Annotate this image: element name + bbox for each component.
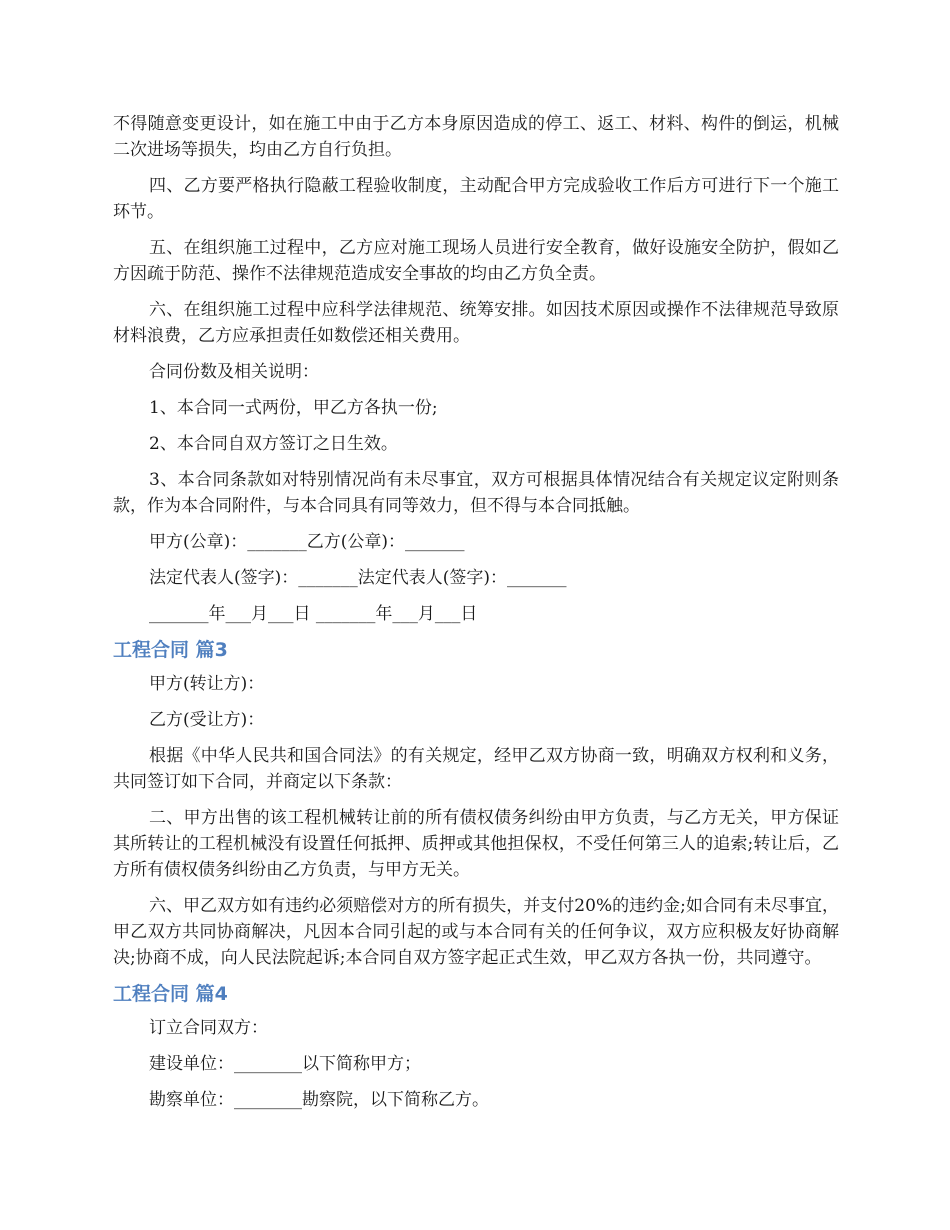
contract-parties-line: 订立合同双方： [149,1018,268,1038]
paragraph-note-2: 2、本合同自双方签订之日生效。 [149,434,398,454]
signature-date-line: _______年___月___日 _______年___月___日 [149,604,478,624]
paragraph-continued: 不得随意变更设计，如在施工中由于乙方本身原因造成的停工、返工、材料、构件的倒运，机械二次进场等损失，均由乙方自行负担。 [113,114,839,160]
signature-representative-line: 法定代表人(签字)：_______法定代表人(签字)：_______ [149,568,567,588]
paragraph-clause-6: 六、在组织施工过程中应科学法律规范、统筹安排。如因技术原因或操作不法律规范导致原材料浪费，乙方应承担责任如数偿还相关费用。 [113,300,839,346]
paragraph-note-1: 1、本合同一式两份，甲乙方各执一份; [149,398,438,418]
party-a-line: 甲方(转让方)： [149,674,265,694]
paragraph-copies-heading: 合同份数及相关说明： [149,362,319,382]
paragraph-clause-6-breach: 六、甲乙双方如有违约必须赔偿对方的所有损失，并支付20%的违约金;如合同有未尽事宜，甲乙双方共同协商解决，凡因本合同引起的或与本合同有关的任何争议，双方应积极友好协商解决;协商不成，向人民法院起诉;本合同自双方签字起正式生效，甲乙双方各执一份，共同遵守。 [113,896,839,968]
construction-unit-line: 建设单位：________以下简称甲方； [149,1054,421,1074]
section-heading-3: 工程合同 篇3 [113,639,228,661]
paragraph-clause-4: 四、乙方要严格执行隐蔽工程验收制度，主动配合甲方完成验收工作后方可进行下一个施工环节。 [113,176,839,222]
survey-unit-line: 勘察单位：________勘察院，以下简称乙方。 [149,1090,489,1110]
paragraph-clause-2: 二、甲方出售的该工程机械转让前的所有债权债务纠纷由甲方负责，与乙方无关，甲方保证其所转让的工程机械没有设置任何抵押、质押或其他担保权，不受任何第三人的追索;转让后，乙方所有债权债务纠纷由乙方负责，与甲方无关。 [113,808,839,880]
party-b-line: 乙方(受让方)： [149,710,265,730]
section-heading-4: 工程合同 篇4 [113,983,228,1005]
paragraph-basis: 根据《中华人民共和国合同法》的有关规定，经甲乙双方协商一致，明确双方权利和义务，共同签订如下合同，并商定以下条款： [113,746,839,792]
signature-seal-line: 甲方(公章)：_______乙方(公章)：_______ [149,532,465,552]
document-page [113,111,839,1123]
paragraph-clause-5: 五、在组织施工过程中，乙方应对施工现场人员进行安全教育，做好设施安全防护，假如乙方因疏于防范、操作不法律规范造成安全事故的均由乙方负全责。 [113,238,839,284]
paragraph-note-3: 3、本合同条款如对特别情况尚有未尽事宜，双方可根据具体情况结合有关规定议定附则条款，作为本合同附件，与本合同具有同等效力，但不得与本合同抵触。 [113,470,839,516]
